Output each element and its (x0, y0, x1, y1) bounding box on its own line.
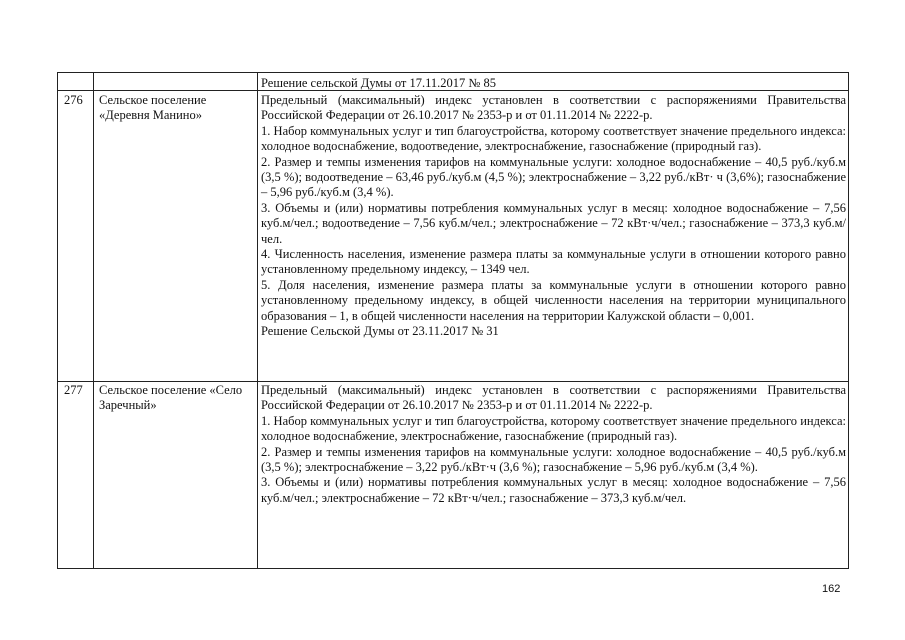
paragraph: 5. Доля населения, изменение размера платы за коммунальные услуги в отношении которого равно установленному предельному индексу, в общей численности населения на территории муниципального образования – 1, в общей численности населения на территории Калужской области – 0,001. (261, 277, 846, 323)
decision-heading (261, 76, 846, 91)
paragraph: 3. Объемы и (или) нормативы потребления коммунальных услуг в месяц: холодное водоснабжение – 7,56 куб.м/чел.; электроснабжение – 72 кВт·ч/чел.; газоснабжение – 373,3 куб.м/чел. (261, 475, 846, 505)
paragraph: 1. Набор коммунальных услуг и тип благоустройства, которому соответствует значение предельного индекса: холодное водоснабжение, электроснабжение, газоснабжение (природный газ). (261, 413, 846, 444)
row-number-276: 276 (64, 93, 83, 107)
row-divider (58, 381, 848, 382)
decision-heading-text: Решение Сельской Думы от 23.11.2017 № 31 (261, 324, 499, 339)
paragraph: 2. Размер и темпы изменения тарифов на коммунальные услуги: холодное водоснабжение – 40,5 руб./куб.м (3,5 %); водоотведение – 63,46 руб./куб.м (4,5 %); электроснабжение – 3,22 руб./кВт· ч (3,6%); газоснабжение – 5,96 руб./куб.м (3,4 %). (261, 154, 846, 200)
paragraph: 4. Численность населения, изменение размера платы за коммунальные услуги в отношении которого равно установленному предельному индексу, – 1349 чел. (261, 247, 846, 277)
paragraph: Предельный (максимальный) индекс установлен в соответствии с распоряжениями Правительства Российской Федерации от 26.10.2017 № 2353-р и от 01.11.2014 № 2222-р. (261, 93, 846, 123)
document-table (57, 72, 849, 569)
paragraph: 1. Набор коммунальных услуг и тип благоустройства, которому соответствует значение предельного индекса: холодное водоснабжение, водоотведение, электроснабжение, газоснабжение (природный газ). (261, 123, 846, 154)
row-number-277: 277 (64, 383, 83, 397)
settlement-name-277: Сельское поселение «Село Заречный» (99, 383, 243, 412)
row-content-277 (261, 383, 846, 506)
paragraph: 2. Размер и темпы изменения тарифов на коммунальные услуги: холодное водоснабжение – 40,5 руб./куб.м (3,5 %); электроснабжение – 3,22 руб./кВт·ч (3,6 %); газоснабжение – 5,96 руб./куб.м (3,4 %). (261, 444, 846, 475)
decision-heading-text: Решение сельской Думы от 17.11.2017 № 85 (261, 76, 496, 90)
column-divider-name (257, 73, 258, 568)
settlement-name-276: Сельское поселение «Деревня Манино» (99, 93, 207, 122)
row-content-276 (261, 93, 846, 340)
column-divider-number (93, 73, 94, 568)
paragraph: 3. Объемы и (или) нормативы потребления коммунальных услуг в месяц: холодное водоснабжение – 7,56 куб.м/чел.; водоотведение – 7,56 куб.м/чел.; электроснабжение – 72 кВт·ч/чел.; газоснабжение – 373,3 куб.м/чел. (261, 200, 846, 246)
page-number: 162 (822, 583, 841, 595)
paragraph: Предельный (максимальный) индекс установлен в соответствии с распоряжениями Правительства Российской Федерации от 26.10.2017 № 2353-р и от 01.11.2014 № 2222-р. (261, 383, 846, 413)
